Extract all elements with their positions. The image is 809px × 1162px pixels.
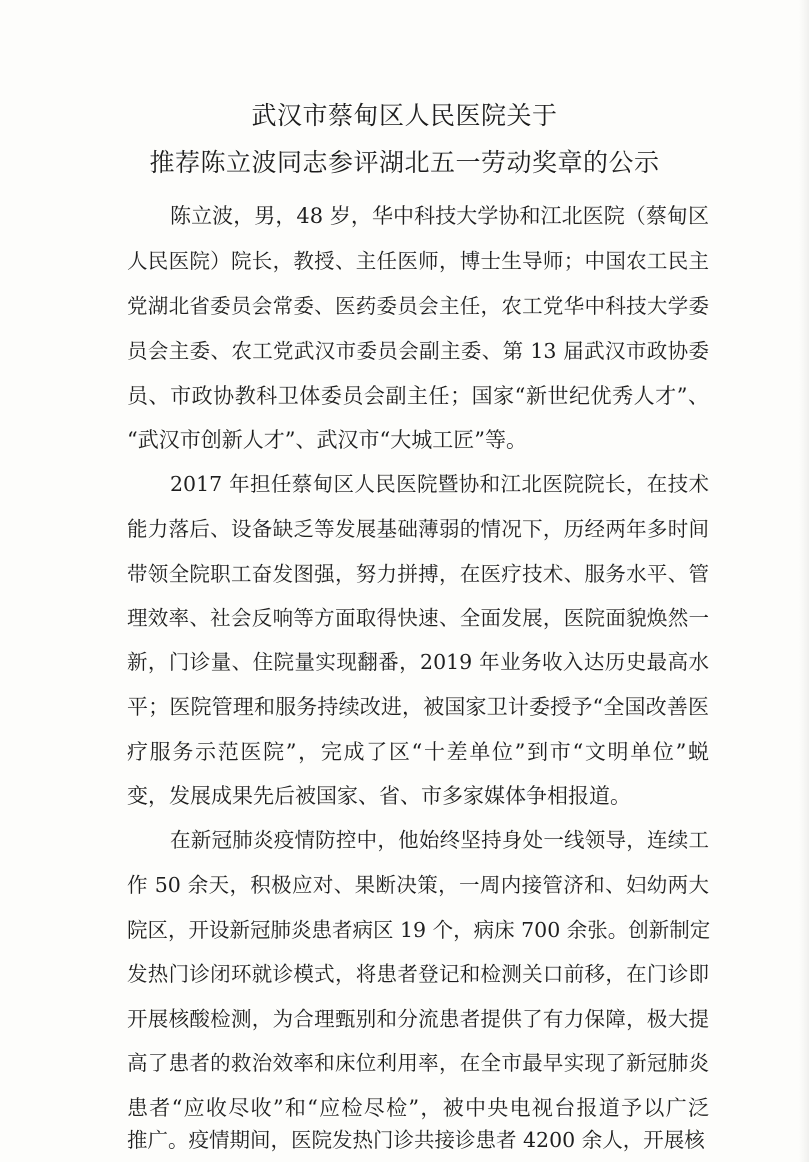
paragraph-3-line-8: 推广。疫情期间，医院发热门诊共接诊患者 4200 余人，开展核 xyxy=(127,1128,705,1152)
paragraph-2-line-2: 能力落后、设备缺乏等发展基础薄弱的情况下，历经两年多时间 xyxy=(127,517,709,541)
paragraph-1-line-5: 员、市政协教科卫体委员会副主任；国家“新世纪优秀人才”、 xyxy=(127,384,709,408)
paragraph-3-line-1: 在新冠肺炎疫情防控中，他始终坚持身处一线领导，连续工 xyxy=(170,828,709,852)
paragraph-3-line-4: 发热门诊闭环就诊模式，将患者登记和检测关口前移，在门诊即 xyxy=(127,962,709,986)
paragraph-3-line-3: 院区，开设新冠肺炎患者病区 19 个，病床 700 余张。创新制定 xyxy=(127,918,711,942)
paragraph-2-line-5: 新，门诊量、住院量实现翻番，2019 年业务收入达历史最高水 xyxy=(127,650,709,674)
paragraph-2-line-4: 理效率、社会反响等方面取得快速、全面发展，医院面貌焕然一 xyxy=(127,606,709,630)
paragraph-3-line-6: 高了患者的救治效率和床位利用率，在全市最早实现了新冠肺炎 xyxy=(127,1051,709,1075)
paragraph-3-line-7: 患者“应收尽收”和“应检尽检”，被中央电视台报道予以广泛 xyxy=(127,1096,709,1120)
title-line-1: 武汉市蔡甸区人民医院关于 xyxy=(251,101,558,130)
paragraph-2-line-7: 疗服务示范医院”，完成了区“十差单位”到市“文明单位”蜕 xyxy=(127,740,709,764)
paragraph-2-line-1: 2017 年担任蔡甸区人民医院暨协和江北医院院长，在技术 xyxy=(170,472,709,496)
paragraph-1-line-4: 员会主委、农工党武汉市委员会副主委、第 13 届武汉市政协委 xyxy=(127,339,709,363)
paragraph-2-line-8: 变，发展成果先后被国家、省、市多家媒体争相报道。 xyxy=(127,784,631,808)
paragraph-1-line-6: “武汉市创新人才”、武汉市“大城工匠”等。 xyxy=(127,428,527,452)
paragraph-2-line-6: 平；医院管理和服务持续改进，被国家卫计委授予“全国改善医 xyxy=(127,695,709,719)
paragraph-1-line-2: 人民医院）院长，教授、主任医师，博士生导师；中国农工民主 xyxy=(127,249,709,273)
paragraph-2-line-3: 带领全院职工奋发图强，努力拼搏，在医疗技术、服务水平、管 xyxy=(127,562,709,586)
paragraph-3-line-2: 作 50 余天，积极应对、果断决策，一周内接管济和、妇幼两大 xyxy=(127,873,709,897)
paragraph-1-line-1: 陈立波，男，48 岁，华中科技大学协和江北医院（蔡甸区 xyxy=(170,204,709,228)
paragraph-1-line-3: 党湖北省委员会常委、医药委员会主任，农工党华中科技大学委 xyxy=(127,294,709,318)
paragraph-3-line-5: 开展核酸检测，为合理甄别和分流患者提供了有力保障，极大提 xyxy=(127,1007,709,1031)
title-line-2: 推荐陈立波同志参评湖北五一劳动奖章的公示 xyxy=(149,148,660,177)
